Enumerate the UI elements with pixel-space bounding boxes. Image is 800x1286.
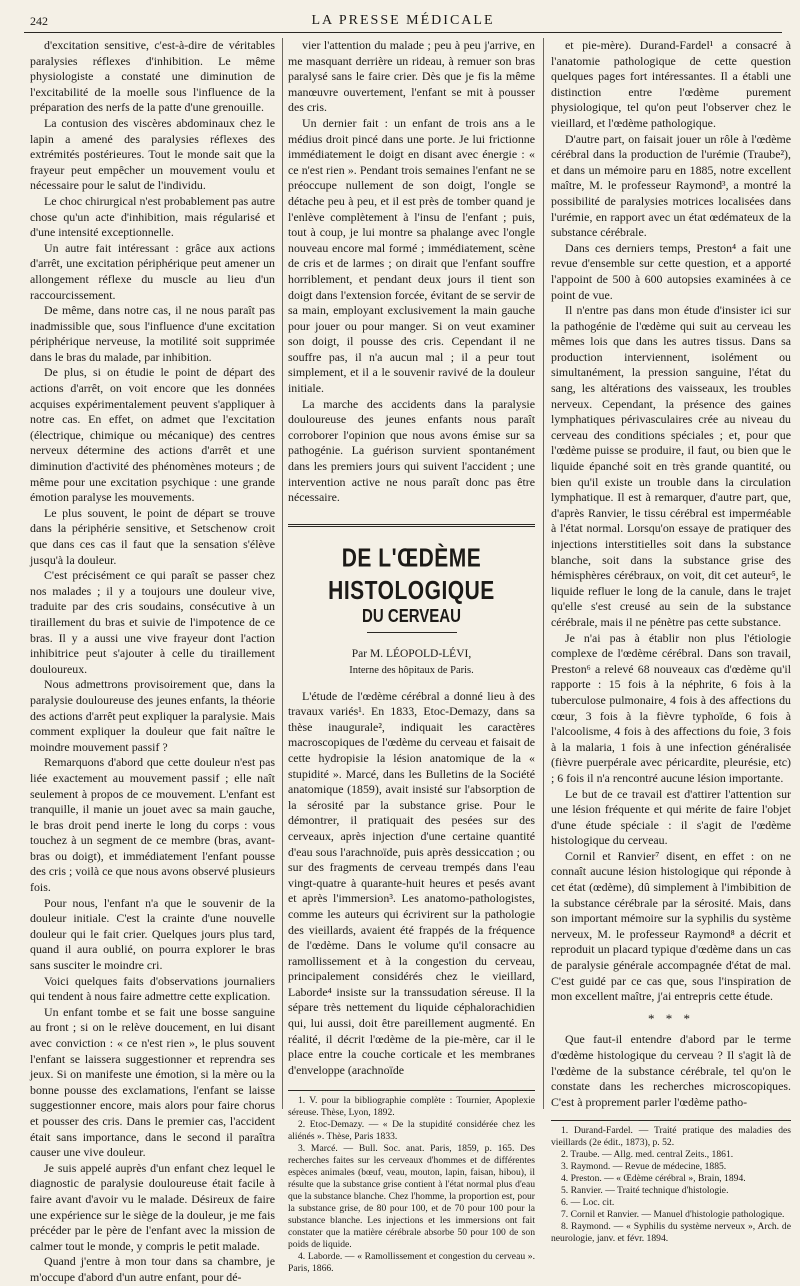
paragraph: Cornil et Ranvier⁷ disent, en effet : on ne connaît aucune lésion histologique qui réponde à cet état (œdème), dû simplement à l'imbibition de la substance cérébrale par la sérosité. Mais, dans son important mémoire sur la syphilis du système nerveux, M. le professeur Raymond⁸ a décrit et reproduit un placard typique d'œdème dans un cas de paralysie générale accompagnée d'état de mal. C'est guidé par ce cas que, sous l'inspiration de mon excellent maître, j'ai entrepris cette étude.	[551, 848, 791, 1004]
paragraph: d'excitation sensitive, c'est-à-dire de véritables paralysies réflexes d'inhibition. Le même physiologiste a constaté une diminution de l'excitabilité de la moelle sous l'influence de la préparation des nerfs de la patte d'une grenouille.	[30, 38, 275, 115]
paragraph: De même, dans notre cas, il ne nous paraît pas inadmissible que, sous l'influence d'une excitation périphérique nerveuse, la motilité soit supprimée dans le bras du malade, par inhibition.	[30, 303, 275, 364]
footnote: 2. Etoc-Demazy. — « De la stupidité considérée chez les aliénés ». Thèse, Paris 1833.	[288, 1119, 535, 1143]
paragraph: Nous admettrons provisoirement que, dans la paralysie douloureuse des jeunes enfants, la théorie des actions d'arrêt peut expliquer la paralysie. Mais comment expliquer la douleur que fait naître le moindre mouvement passif ?	[30, 677, 275, 754]
paragraph: D'autre part, on faisait jouer un rôle à l'œdème cérébral dans la production de l'urémie (Traube²), et dans un mémoire paru en 1885, notre excellent maître, M. le professeur Raymond³, a montré la possibilité de paralysies motrices localisées dans l'urémie, en rapport avec un état œdémateux de la substance cérébrale.	[551, 131, 791, 240]
paragraph: et pie-mère). Durand-Fardel¹ a consacré à l'anatomie pathologique de cette question quelques pages fort intéressantes. Il a établi une distinction entre l'œdème purement physiologique, tel qu'on peut l'observer chez le vieillard, et l'œdème pathologique.	[551, 38, 791, 130]
footnotes-right	[551, 1120, 791, 1245]
column-rule	[282, 38, 283, 1109]
footnote: 1. V. pour la bibliographie complète : Tournier, Apoplexie séreuse. Thèse, Lyon, 1892.	[288, 1095, 535, 1119]
paragraph: Le plus souvent, le point de départ se trouve dans la périphérie sensitive, et Setschenow croit que dans ces cas il faut que la sensation s'élève jusqu'à la douleur.	[30, 505, 275, 567]
article-subtitle: DU CERVEAU	[362, 606, 461, 627]
paragraph: C'est précisément ce qui paraît se passer chez nos malades ; il y a toujours une douleur vive, traduite par des cris soudains, consécutive à un tiraillement du bras et suivie de l'impotence de ce bras. Il y a aussi une vive frayeur dont l'action inhibitrice peut s'ajouter à celle du tiraillement douloureux.	[30, 568, 275, 676]
page-number: 242	[30, 14, 48, 28]
column-rule	[543, 38, 544, 1109]
paragraph: La marche des accidents dans la paralysie douloureuse des jeunes enfants nous paraît corroborer l'opinion que nous avons émise sur sa pathogénie. La guérison survient spontanément dans les premiers jours qui suivent l'accident ; une intervention active ne nous paraît donc pas être nécessaire.	[288, 396, 535, 505]
footnote: 1. Durand-Fardel. — Traité pratique des maladies des vieillards (2e édit., 1873), p. 52.	[551, 1125, 791, 1149]
footnote: 5. Ranvier. — Traité technique d'histologie.	[561, 1185, 729, 1197]
paragraph: Il n'entre pas dans mon étude d'insister ici sur la pathogénie de l'œdème qui suit au cerveau les mêmes lois que dans les autres tissus. Dans sa production interviennent, isolément ou simultanément, la pression sanguine, l'état du sang, les altérations des vaisseaux, les troubles nerveux. Cependant, la présence des gaines lymphatiques périvasculaires crée au niveau du cerveau des conditions spéciales ; et, pour que l'œdème puisse se produire, il faut, ou bien que le liquide épanché soit en très grande quantité, ou bien qu'il existe un trouble dans la circulation lymphatique. Il est à remarquer, d'autre part, que, d'après Ranvier, le tissu cérébral est imperméable à l'état normal. Lorsqu'on essaye de pratiquer des injections interstitielles soit dans la substance blanche, soit dans la substance grise des hémisphères cérébraux, on voit, dit cet auteur⁵, le liquide refluer le long de la canule, dans le trajet qu'elle s'est creusé au sein de la substance cérébrale, mais il ne pénètre pas cette substance.	[551, 303, 791, 629]
paragraph: Pour nous, l'enfant n'a que le souvenir de la douleur initiale. C'est la crainte d'une nouvelle douleur qui le fait crier. Quelques jours plus tard, quand il aura oublié, on pourra explorer le bras sans susciter le moindre cri.	[30, 895, 275, 973]
author-role: Interne des hôpitaux de Paris.	[349, 665, 474, 676]
paragraph: Un dernier fait : un enfant de trois ans a le médius droit pincé dans une porte. Je lui frictionne immédiatement le doigt en disant avec énergie : « ce n'est rien ». Pendant trois semaines l'enfant ne se préoccupe nullement de son doigt, l'ongle se détache peu à peu, et il est près de tomber quand je l'enlève complètement à l'insu de l'enfant ; puis, tout à coup, je lui montre sa phalange avec l'ongle nouveau encore mal formé ; immédiatement, scène de cris et de larmes ; on dirait que l'enfant souffre horriblement, et pendant deux jours il tient son doigt dans l'extension forcée, évitant de se servir de sa main, employant exclusivement la main gauche pour jouer ou pour manger. Si on veut examiner son doigt, il pousse des cris. Cependant il ne souffre pas, il n'a aucun mal ; il a peur tout simplement, et il a le souvenir ravivé de la douleur initiale.	[288, 115, 535, 396]
paragraph: Le but de ce travail est d'attirer l'attention sur une lésion fréquente et qui mérite de faire l'objet d'une étude spéciale : il s'agit de l'œdème histologique du cerveau.	[551, 786, 791, 848]
paragraph: La contusion des viscères abdominaux chez le lapin a amené des paralysies réflexes des extrémités postérieures. Tout le monde sait que la frayeur peut empêcher un mouvement voulu et nécessaire pour le salut de l'individu.	[30, 115, 275, 193]
column-middle	[288, 38, 535, 1275]
footnote: 4. Preston. — « Œdème cérébral », Brain, 1894.	[561, 1173, 746, 1185]
paragraph: Quand j'entre à mon tour dans sa chambre, je m'occupe d'abord d'un autre enfant, pour dé-	[30, 1254, 275, 1284]
title-divider	[367, 632, 457, 633]
paragraph: Un autre fait intéressant : grâce aux actions d'arrêt, une excitation périphérique peut amener un allongement réflexe du muscle au lieu d'un raccourcissement.	[30, 240, 275, 302]
paragraph: Dans ces derniers temps, Preston⁴ a fait une revue d'ensemble sur cette question, et a apporté l'appoint de 500 à 600 autopsies examinées à ce point de vue.	[551, 240, 791, 302]
footnote: 2. Traube. — Allg. med. central Zeits., 1861.	[561, 1149, 734, 1161]
paragraph: Je suis appelé auprès d'un enfant chez lequel le diagnostic de paralysie douloureuse était facile à faire avant d'avoir vu le malade. Désireux de faire une expérience sur le siège de la douleur, je me fais précéder par le père de l'enfant avec la mission de calmer tout le monde, y compris le petit malade.	[30, 1160, 275, 1253]
paragraph: L'étude de l'œdème cérébral a donné lieu à des travaux variés¹. En 1833, Etoc-Demazy, dans sa thèse inaugurale², indiquait les caractères macroscopiques de l'œdème du cerveau et faisait de cette hydropisie la lésion anatomique de la « stupidité ». Marcé, dans les Bulletins de la Société anatomique (1859), avait insisté sur l'absorption de la sérosité par la substance grise. Pour le démontrer, il pratiquait des pesées sur des cerveaux, après injection d'une certaine quantité d'eau sous l'arachnoïde, puis après dessiccation ; ou sur des fragments de cerveau trempés dans l'eau vingt-quatre à quarante-huit heures et pesés avant et après l'immersion³. Les anatomo-pathologistes, comme les auteurs qui écrivirent sur la pathologie des vieillards, avaient été frappés de la fréquence de l'œdème. Dans le volume qu'il consacre au ramollissement et à la congestion du cerveau, principalement considérés chez le vieillard, Laborde⁴ insiste sur la transsudation séreuse. Il la sépare très nettement du liquide céphalorachidien qui, lui aussi, doit être pareillement augmenté. En réalité, il décrit l'œdème de la pie-mère, car il le place entre la couche corticale et les membranes d'enveloppe (arachnoïde	[288, 688, 535, 1077]
page-header	[24, 10, 782, 33]
footnote: 8. Raymond. — « Syphilis du système nerveux », Arch. de neurologie, janv. et févr. 1894.	[551, 1221, 791, 1245]
column-right	[551, 38, 791, 1245]
paragraph: vier l'attention du malade ; peu à peu j'arrive, en me masquant derrière un rideau, à remuer son bras paralysé sans le faire crier. Dès que je fis la même manœuvre ouvertement, l'enfant se mit à pousser des cris.	[288, 38, 535, 115]
article-title: DE L'ŒDÈME HISTOLOGIQUE	[328, 543, 495, 605]
footnote: 3. Marcé. — Bull. Soc. anat. Paris, 1859, p. 165. Des recherches faites sur les cerveaux d'hommes et de différentes espèces animales (bœuf, veau, mouton, lapin, faisan, hibou), il résulte que la substance grise contient à l'état normal plus d'eau que la substance blanche. Chez l'homme, la proportion est, pour la substance grise, de 80 pour 100, et de 70 pour 100 pour la substance blanche. Les injections et les immersions ont fait constater que la matière cérébrale absorbe 50 pour 100 de son poids de liquide.	[288, 1143, 535, 1251]
footnotes-middle	[288, 1090, 535, 1275]
journal-title: LA PRESSE MÉDICALE	[311, 13, 495, 28]
footnote: 4. Laborde. — « Ramollissement et congestion du cerveau ». Paris, 1866.	[288, 1251, 535, 1275]
paragraph: Que faut-il entendre d'abord par le terme d'œdème histologique du cerveau ? Il s'agit là de l'œdème de la substance cérébrale, tel qu'on le constate dans les recherches microscopiques. C'est à proprement parler l'œdème patho-	[551, 1032, 791, 1109]
article-heading	[288, 524, 535, 679]
paragraph: De plus, si on étudie le point de départ des actions d'arrêt, on voit encore que les données acquises expérimentalement peuvent s'appliquer à notre cas. En effet, on admet que l'excitation (électrique, chimique ou mécanique) des centres nerveux détermine des actions d'arrêt et une diminution d'activité des phénomènes moteurs ; de même pour une excitation psychique : une grande émotion paralyse les mouvements.	[30, 365, 275, 505]
paragraph: Voici quelques faits d'observations journaliers qui tendent à nous faire admettre cette explication.	[30, 973, 275, 1004]
column-left	[30, 38, 275, 1284]
paragraph: Je n'ai pas à établir non plus l'étiologie complexe de l'œdème cérébral. Dans son travail, Preston⁶ a relevé 68 nouveaux cas d'œdème qu'il rapporte : 15 fois à la néphrite, 6 fois à la tuberculose pulmonaire, 4 fois à des affections du cœur, 3 fois à la fièvre typhoïde, 6 fois à l'alcoolisme, 4 fois à des affections du foie, 3 fois à la malaria, 1 fois à une infection généralisée (fièvre puerpérale avec péricardite, pleurésie, etc) ; 6 fois il n'a rencontré aucune lésion importante.	[551, 630, 791, 785]
paragraph: Remarquons d'abord que cette douleur n'est pas liée exactement au mouvement passif ; elle naît seulement à propos de ce mouvement. L'enfant est tranquille, il manie un jouet avec sa main gauche, le bras droit pend inerte le long du corps : vous touchez à un segment de ce membre (bras, avant-bras ou doigt), et immédiatement l'enfant pousse des cris ; voilà ce que nous avons observé plusieurs fois.	[30, 755, 275, 895]
paragraph: Le choc chirurgical n'est probablement pas autre chose qu'un acte d'inhibition, mais régularisé et d'une intensité exceptionnelle.	[30, 193, 275, 240]
footnote: 3. Raymond. — Revue de médecine, 1885.	[561, 1161, 727, 1173]
article-author: Par M. LÉOPOLD-LÉVI,	[351, 648, 472, 661]
footnote: 7. Cornil et Ranvier. — Manuel d'histologie pathologique.	[561, 1209, 785, 1221]
footnote: 6. — Loc. cit.	[561, 1197, 615, 1209]
section-stars: * * *	[648, 1010, 694, 1026]
paragraph: Un enfant tombe et se fait une bosse sanguine au front ; si on le relève doucement, en lui disant avec conviction : « ce n'est rien », le plus souvent l'enfant se laissera suggestionner et reprendra ses jeux. Si on manifeste une émotion, si la mère ou la bonne pousse des exclamations, l'enfant se laisse suggestionner encore, mais alors pour faire chorus et pousser des cris. Dans le premier cas, l'accident était sans importance, dans le second il paraîtra causer une vive douleur.	[30, 1004, 275, 1160]
